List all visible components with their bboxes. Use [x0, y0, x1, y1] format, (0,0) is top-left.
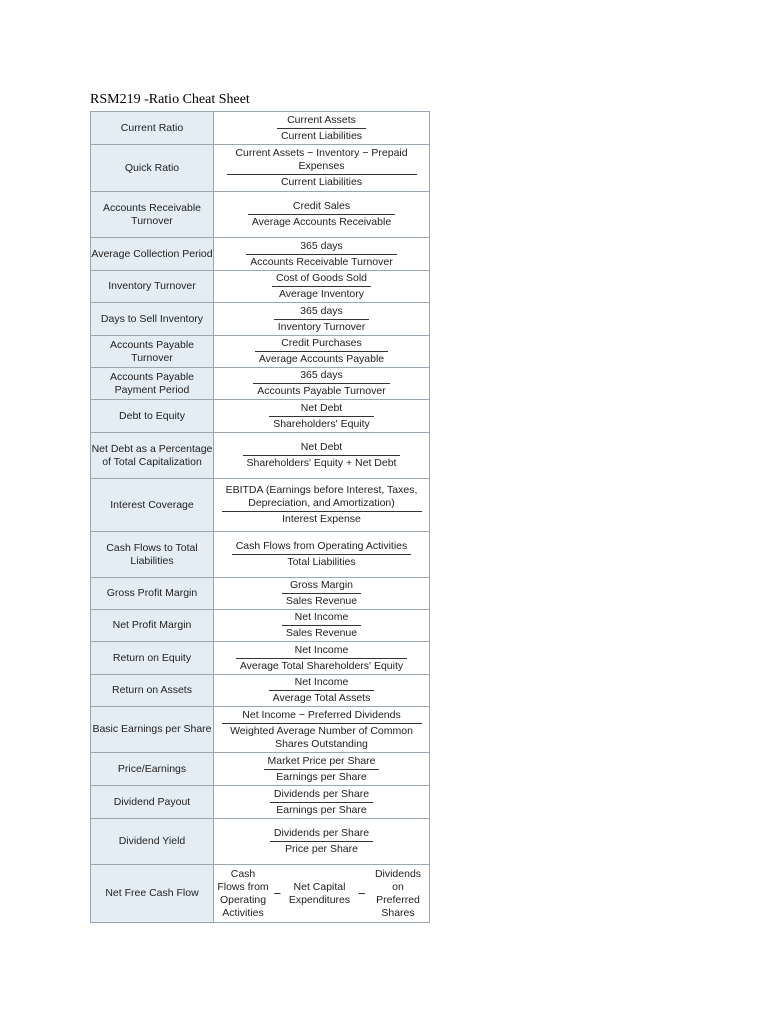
table-row [91, 145, 430, 192]
ratio-name: Cash Flows to Total Liabilities [91, 532, 214, 578]
ratio-name: Average Collection Period [91, 238, 214, 271]
table-row [91, 753, 430, 786]
ratio-name: Days to Sell Inventory [91, 303, 214, 336]
formula-denominator: Average Total Assets [269, 690, 375, 705]
table-row [91, 303, 430, 336]
ratio-formula [214, 865, 430, 923]
table-row [91, 786, 430, 819]
page-title: RSM219 -Ratio Cheat Sheet [90, 92, 250, 107]
formula-denominator: Weighted Average Number of Common Shares Outstanding [222, 723, 422, 751]
formula-term: Dividends on Preferred Shares [374, 867, 422, 919]
table-row [91, 819, 430, 865]
ratio-formula [214, 145, 430, 192]
formula-denominator: Current Liabilities [277, 128, 366, 143]
table-row [91, 479, 430, 532]
formula-denominator: Price per Share [270, 841, 373, 856]
formula-numerator: Current Assets − Inventory − Prepaid Expenses [235, 147, 408, 172]
ratio-formula [214, 336, 430, 368]
formula-numerator: Credit Sales [292, 200, 351, 212]
ratio-formula [214, 642, 430, 675]
ratio-name: Debt to Equity [91, 400, 214, 433]
formula-denominator: Shareholders' Equity [269, 416, 374, 431]
ratio-name: Basic Earnings per Share [91, 707, 214, 753]
table-row [91, 610, 430, 642]
ratio-formula [214, 675, 430, 707]
ratio-formula [214, 610, 430, 642]
ratio-formula [214, 192, 430, 238]
formula-numerator: Dividends per Share [273, 787, 370, 800]
table-row [91, 865, 430, 923]
formula-numerator: Net Income [294, 611, 349, 623]
ratio-name: Quick Ratio [91, 145, 214, 192]
net-free-cash-flow-formula [214, 868, 429, 920]
formula-denominator: Earnings per Share [270, 802, 373, 817]
ratio-formula [214, 786, 430, 819]
formula-numerator: 365 days [300, 369, 343, 381]
formula-denominator: Average Total Shareholders' Equity [236, 658, 407, 673]
ratio-formula [214, 238, 430, 271]
table-row [91, 642, 430, 675]
ratio-name: Return on Assets [91, 675, 214, 707]
ratio-name: Net Debt as a Percentage of Total Capitalization [91, 433, 214, 479]
formula-numerator: Net Income [294, 643, 349, 656]
table-row [91, 675, 430, 707]
formula-denominator: Accounts Receivable Turnover [246, 254, 396, 269]
table-row [91, 532, 430, 578]
table-row [91, 271, 430, 303]
formula-numerator: Current Assets [287, 113, 356, 126]
ratio-name: Accounts Payable Turnover [91, 336, 214, 368]
formula-denominator: Sales Revenue [282, 625, 361, 640]
formula-numerator: 365 days [300, 304, 343, 317]
ratio-name: Net Profit Margin [91, 610, 214, 642]
formula-denominator: Inventory Turnover [274, 319, 370, 334]
ratio-formula [214, 707, 430, 753]
formula-numerator: Net Debt [300, 441, 343, 453]
ratio-name: Net Free Cash Flow [91, 865, 214, 923]
formula-numerator: Gross Margin [289, 579, 353, 591]
formula-numerator: Cash Flows from Operating Activities [235, 540, 408, 552]
ratio-name: Return on Equity [91, 642, 214, 675]
formula-numerator: Credit Purchases [281, 337, 362, 349]
table-row [91, 433, 430, 479]
formula-numerator: 365 days [300, 239, 343, 252]
ratio-name: Current Ratio [91, 112, 214, 145]
table-row [91, 578, 430, 610]
ratio-formula [214, 578, 430, 610]
ratio-formula [214, 271, 430, 303]
formula-numerator: Dividends per Share [273, 827, 370, 839]
ratio-name: Dividend Payout [91, 786, 214, 819]
formula-numerator: Net Income [294, 676, 349, 688]
formula-denominator: Average Inventory [272, 286, 371, 301]
formula-denominator: Accounts Payable Turnover [253, 383, 389, 398]
table-row [91, 336, 430, 368]
ratio-name: Inventory Turnover [91, 271, 214, 303]
formula-denominator: Average Accounts Payable [255, 351, 388, 366]
ratio-name: Interest Coverage [91, 479, 214, 532]
ratio-formula [214, 303, 430, 336]
table-row [91, 400, 430, 433]
formula-numerator: Cost of Goods Sold [275, 272, 368, 284]
table-row [91, 192, 430, 238]
formula-numerator: EBITDA (Earnings before Interest, Taxes, Depreciation, and Amortization) [225, 484, 418, 509]
formula-denominator: Interest Expense [222, 511, 422, 526]
formula-numerator: Market Price per Share [267, 754, 376, 767]
ratio-formula [214, 368, 430, 400]
formula-term: Net Capital Expenditures [288, 880, 351, 906]
ratio-table [90, 111, 430, 923]
formula-numerator: Net Income − Preferred Dividends [242, 708, 401, 721]
ratio-formula [214, 479, 430, 532]
ratio-name: Accounts Receivable Turnover [91, 192, 214, 238]
minus-operator: − [273, 886, 282, 901]
formula-denominator: Current Liabilities [227, 174, 417, 189]
formula-denominator: Sales Revenue [282, 593, 361, 608]
formula-denominator: Total Liabilities [232, 554, 412, 569]
formula-denominator: Shareholders' Equity + Net Debt [243, 455, 401, 470]
ratio-formula [214, 400, 430, 433]
ratio-formula [214, 532, 430, 578]
ratio-formula [214, 433, 430, 479]
ratio-formula [214, 753, 430, 786]
ratio-formula [214, 112, 430, 145]
ratio-formula [214, 819, 430, 865]
formula-term: Cash Flows from Operating Activities [217, 867, 269, 919]
formula-numerator: Net Debt [300, 401, 343, 414]
ratio-name: Dividend Yield [91, 819, 214, 865]
minus-operator: − [357, 886, 366, 901]
table-row [91, 112, 430, 145]
ratio-name: Price/Earnings [91, 753, 214, 786]
table-row [91, 707, 430, 753]
formula-denominator: Earnings per Share [264, 769, 380, 784]
ratio-name: Gross Profit Margin [91, 578, 214, 610]
formula-denominator: Average Accounts Receivable [248, 214, 395, 229]
ratio-name: Accounts Payable Payment Period [91, 368, 214, 400]
table-row [91, 238, 430, 271]
table-row [91, 368, 430, 400]
